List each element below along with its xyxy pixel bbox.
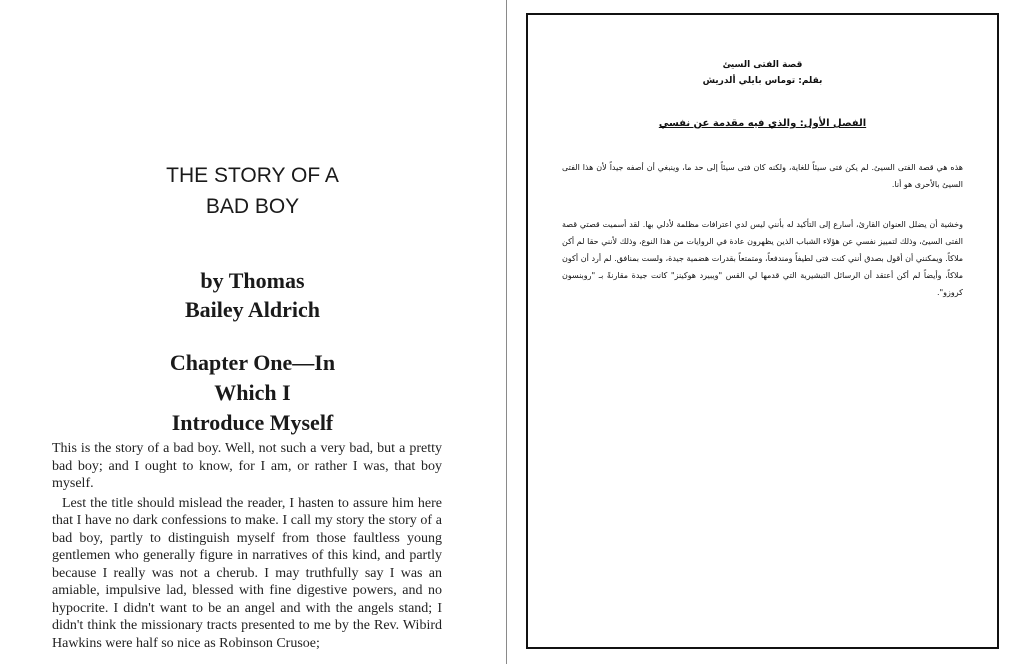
arabic-title-block <box>528 57 997 89</box>
chapter-line: Chapter One—In <box>169 350 336 375</box>
author-name <box>0 266 505 324</box>
arabic-chapter-heading <box>528 116 997 132</box>
chapter-line: Which I <box>214 380 291 405</box>
arabic-author: بقلم: توماس بايلي ألدريش <box>702 76 823 86</box>
english-body-text <box>52 440 442 652</box>
english-document-page <box>0 0 505 664</box>
book-title-line: THE STORY OF A <box>166 164 339 187</box>
english-paragraph-1: This is the story of a bad boy. Well, not such a very bad, but a pretty bad boy; and I ought to know, for I am, or rather I was, that boy myself. <box>52 441 442 491</box>
chapter-line: Introduce Myself <box>171 410 334 435</box>
book-title-line: BAD BOY <box>205 195 300 218</box>
arabic-paragraph-2: وخشية أن يضلل العنوان القارئ، أسارع إلى التأكيد له بأنني ليس لدي اعترافات مظلمة لأدلي بها. لقد أسميت قصتي قصة الفتى السيئ، وذلك لتمييز نفسي عن هؤلاء الشباب الذين يظهرون عادة في الروايات من هذا النوع، وذلك لأنني حقا لم أكن ملاكاً. ويمكنني أن أقول بصدق أنني كنت فتى لطيفاً ومندفعاً، ومتمتعاً بقدرات هضمية جيدة، ولست بمنافق. لم أرد أن أكون ملاكاً، وأيضاً لم أكن أعتقد أن الرسائل التبشيرية التي قدمها لي القس "ويبيرد هوكينز" كانت جيدة مقارنةً بـ "روبنسون كروزو". <box>562 220 963 297</box>
arabic-book-title: قصة الفتى السيئ <box>722 60 803 70</box>
arabic-document-area <box>507 0 1024 664</box>
arabic-document-page <box>526 13 999 649</box>
book-title <box>0 160 505 222</box>
arabic-paragraph-1: هذه هي قصة الفتى السيئ. لم يكن فتى سيئاً للغاية، ولكنه كان فتى سيئاً إلى حد ما، وينبغي أن أصفه جيداً لأن هذا الفتى السيئ بالأحرى هو أنا. <box>562 163 963 189</box>
chapter-heading <box>0 348 505 438</box>
english-paragraph-2: Lest the title should mislead the reader, I hasten to assure him here that I have no dark confessions to make. I call my story the story of a bad boy, partly to distinguish myself from those faultless young gentlemen who generally figure in narratives of this kind, and partly because I really was not a cherub. I may truthfully say I was an amiable, impulsive lad, blessed with fine digestive powers, and no hypocrite. I didn't want to be an angel and with the angels stand; I didn't think the missionary tracts presented to me by the Rev. Wibird Hawkins were half so nice as Robinson Crusoe; <box>52 495 442 651</box>
author-line: by Thomas <box>200 268 305 293</box>
arabic-chapter-title: الفصل الأول: والذي فيه مقدمة عن نفسي <box>658 118 867 129</box>
author-line: Bailey Aldrich <box>184 297 321 322</box>
